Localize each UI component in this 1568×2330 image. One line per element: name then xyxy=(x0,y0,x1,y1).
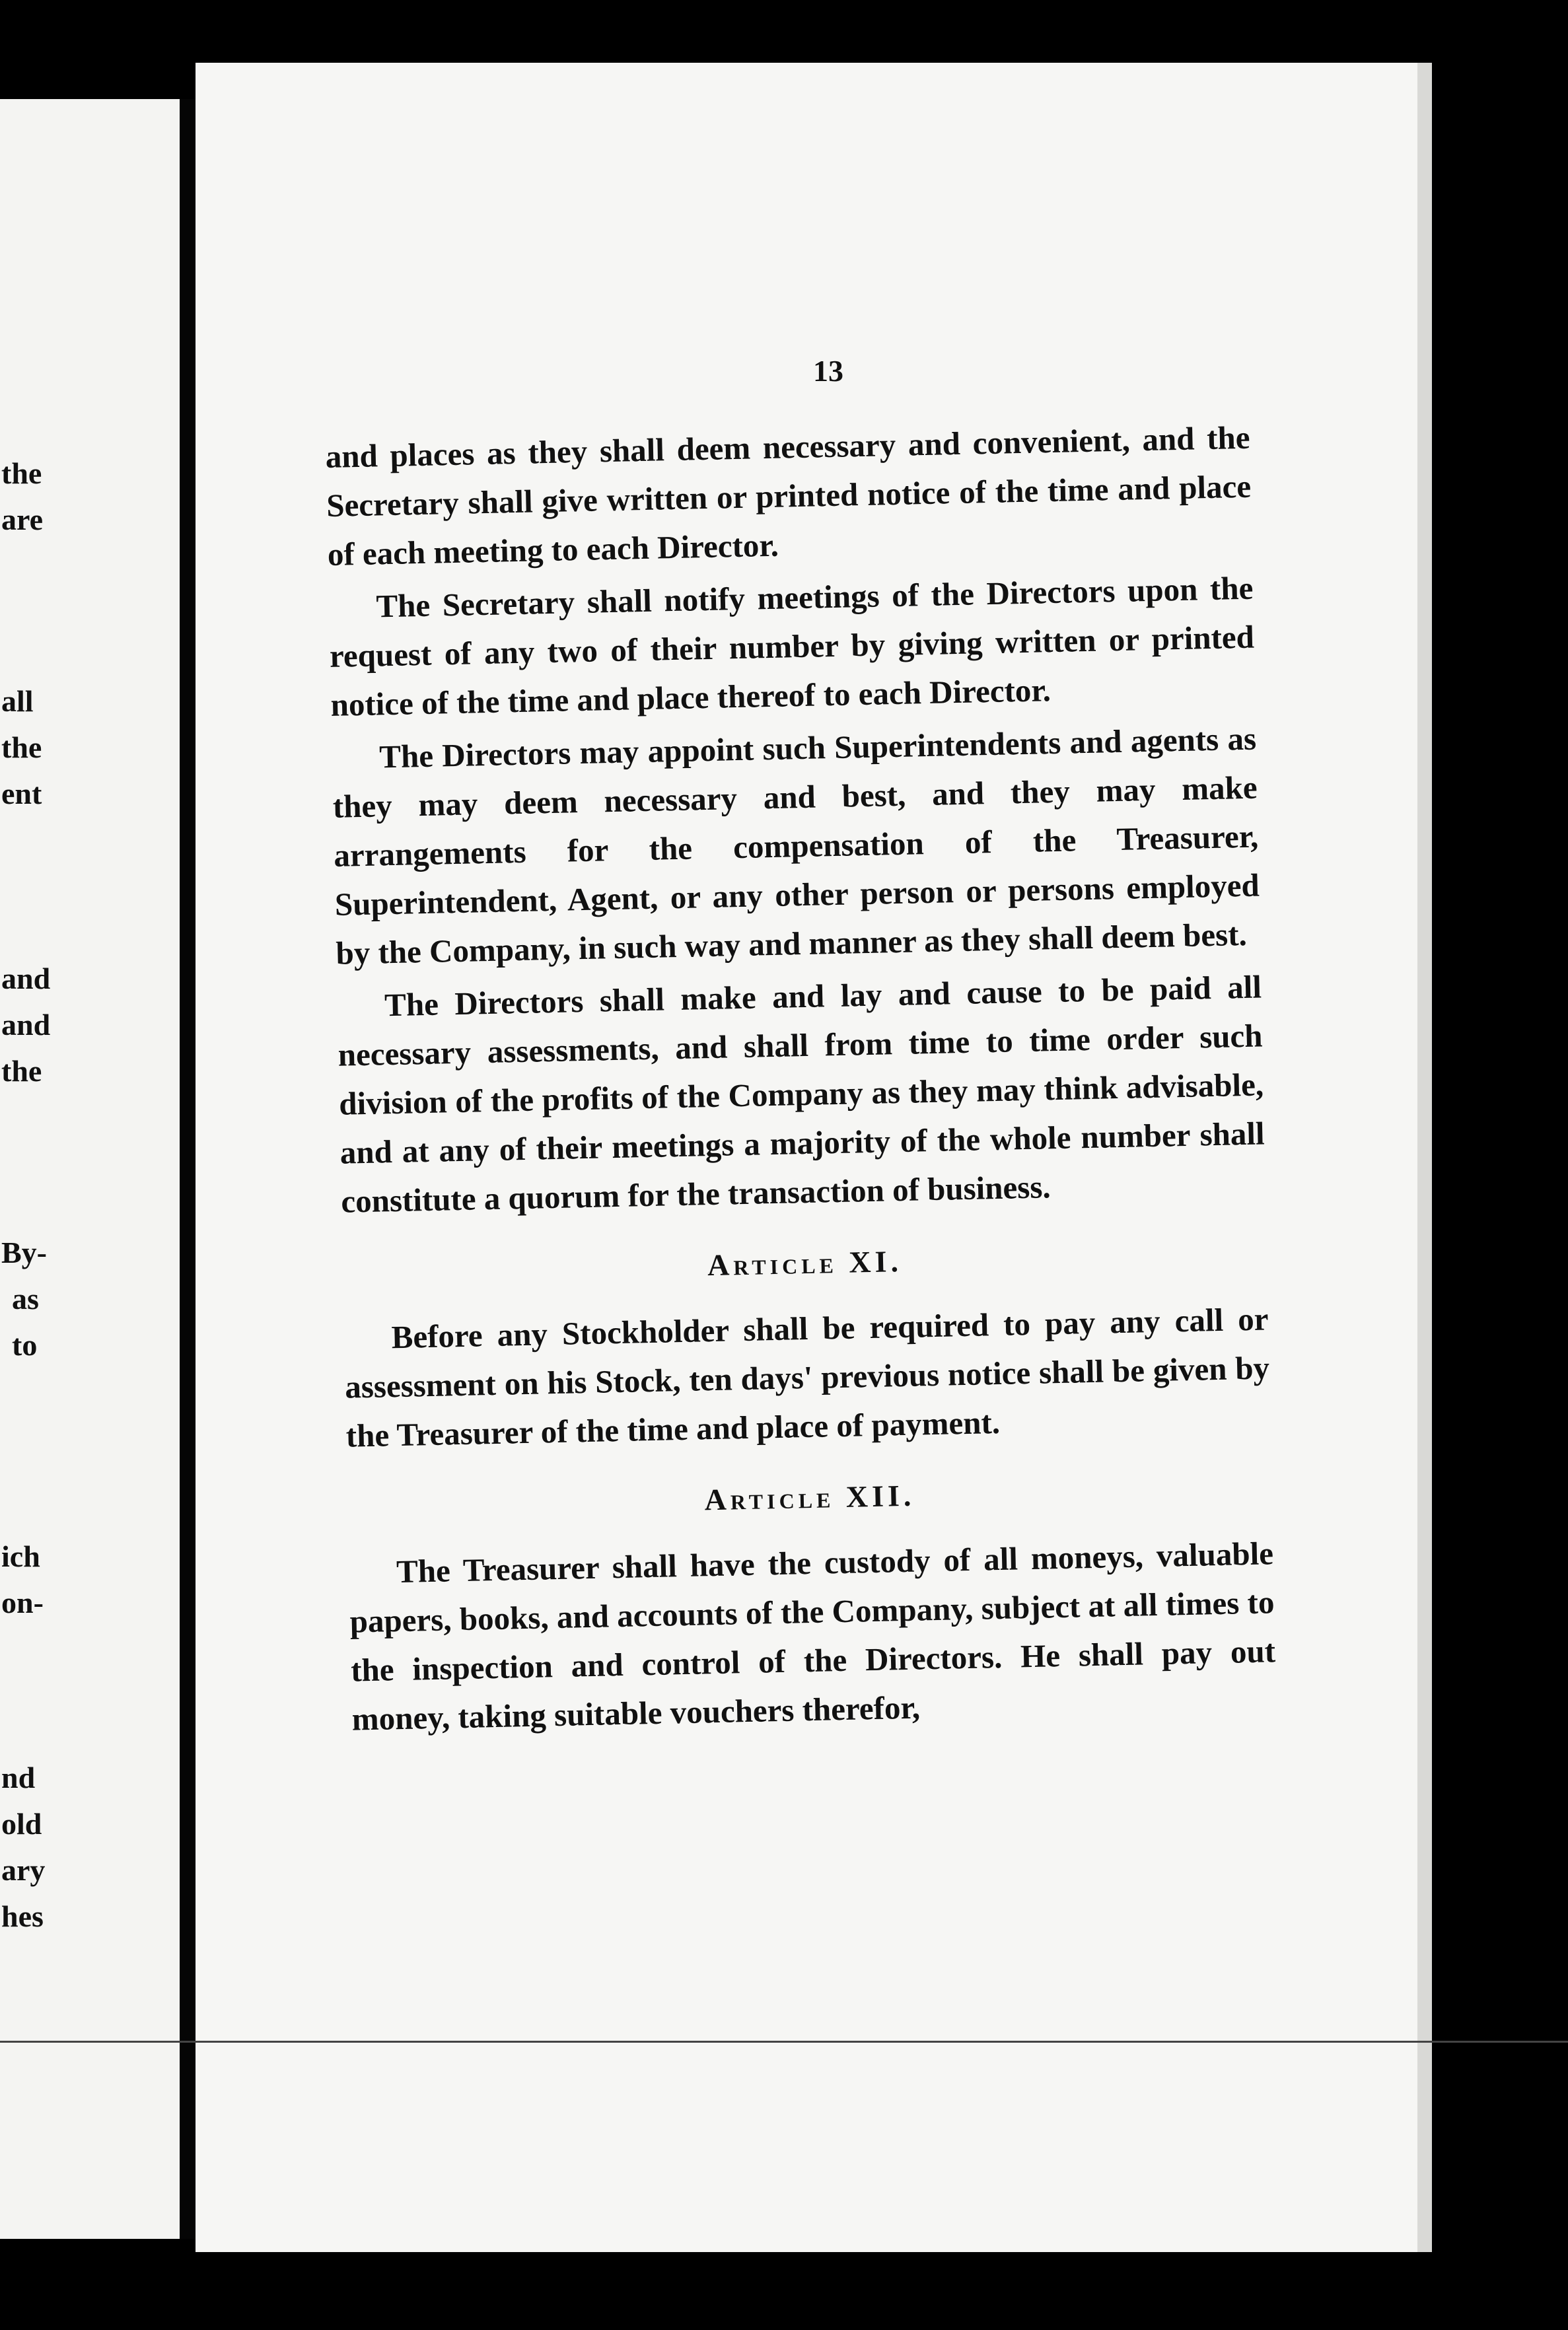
left-page-fragment: to xyxy=(12,1328,38,1362)
page-body xyxy=(325,413,1277,1748)
page-number: 13 xyxy=(813,354,843,388)
left-page-fragment: the xyxy=(1,1054,42,1088)
left-page-edge xyxy=(0,99,180,2239)
paragraph-secretary-notice: The Secretary shall notify meetings of the Directors upon the request of any two of their number by giving written or printed notice of the time and place thereof to each Director. xyxy=(329,569,1255,723)
article-xi-text: Before any Stockholder shall be required to pay any call or assessment on his Stock, ten days' previous notice shall be given by the Treasurer of the time and place of payment. xyxy=(344,1300,1270,1454)
left-page-fragment: and xyxy=(1,1008,51,1041)
left-page-fragment: By- xyxy=(1,1236,47,1269)
paragraph-superintendents: The Directors may appoint such Superintendents and agents as they may deem necessary and best, and they may make arrangements for the compensation of the Treasurer, Superintendent, Agent, or any other person or persons employed by the Company, in such way and manner as they shall deem best. xyxy=(332,720,1260,971)
left-page-fragment: all xyxy=(1,684,34,718)
article-xi-heading: Article XI. xyxy=(707,1244,903,1283)
paragraph-assessments: The Directors shall make and lay and cause to be paid all necessary assessments, and shall from time to time order such division of the profits of the Company as they may think advisable, and at any of their meetings a majority of the whole number shall constitute a quorum for the transaction of business. xyxy=(338,968,1265,1220)
book-gutter xyxy=(180,99,196,2239)
left-page-fragment: hes xyxy=(1,1899,44,1933)
left-page-fragment: ent xyxy=(1,777,42,810)
left-page-fragment: the xyxy=(1,730,42,764)
paragraph-meeting-places: and places as they shall deem necessary and convenient, and the Secretary shall give written or printed notice of the time and place of each meeting to each Director. xyxy=(325,419,1252,573)
left-page-fragment: the xyxy=(1,456,42,490)
page-edge-shadow xyxy=(1417,63,1432,2252)
article-xii-text: The Treasurer shall have the custody of all moneys, valuable papers, books, and accounts of the Company, subject at all times to the inspection and control of the Directors. He shall pay out money, taking suitable vouchers therefor, xyxy=(349,1535,1276,1738)
left-page-fragment: nd xyxy=(1,1761,36,1794)
right-page xyxy=(196,63,1432,2252)
left-page-fragment: on- xyxy=(1,1586,44,1619)
left-page-fragment: old xyxy=(1,1807,42,1841)
left-page-fragment: and xyxy=(1,962,51,995)
left-page-fragment: ary xyxy=(1,1853,46,1887)
article-xii-heading: Article XII. xyxy=(704,1478,915,1517)
left-page-fragment: ich xyxy=(1,1539,40,1573)
left-page-fragment: are xyxy=(1,503,44,536)
scan-horizontal-line xyxy=(0,2041,1568,2043)
left-page-fragment: as xyxy=(12,1282,39,1316)
